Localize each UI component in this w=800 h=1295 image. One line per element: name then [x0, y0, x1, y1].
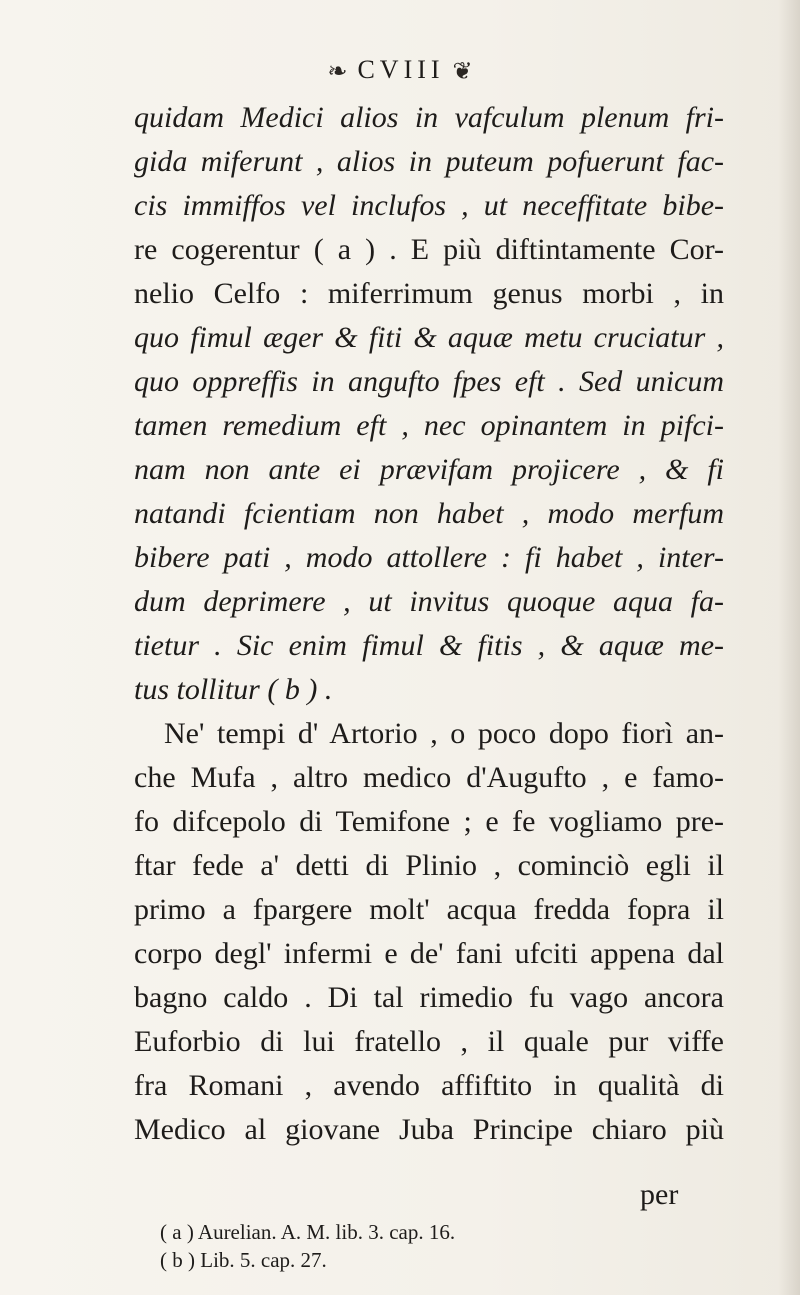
- footnotes: [160, 1218, 700, 1274]
- text-line: natandi fcientiam non habet , modo merfum: [134, 497, 724, 530]
- text-line: ftar fede a' detti di Plinio , cominciò egli il: [134, 849, 724, 882]
- text-line: primo a fpargere molt' acqua fredda fopra il: [134, 893, 724, 926]
- page-number: CVIII: [357, 55, 445, 84]
- text-line: che Mufa , altro medico d'Augufto , e famo-: [134, 761, 724, 794]
- text-line: Ne' tempi d' Artorio , o poco dopo fiorì an-: [164, 717, 724, 750]
- text-line: gida miferunt , alios in puteum pofuerunt fac-: [134, 145, 724, 178]
- text-line: tietur . Sic enim fimul & fitis , & aquæ me-: [134, 629, 724, 662]
- text-line: dum deprimere , ut invitus quoque aqua fa-: [134, 585, 724, 618]
- main-text: [134, 96, 724, 1152]
- text-line: fra Romani , avendo affiftito in qualità di: [134, 1069, 724, 1102]
- footnote: ( b ) Lib. 5. cap. 27.: [160, 1248, 327, 1272]
- text-line: fo difcepolo di Temifone ; e fe vogliamo pre-: [134, 805, 724, 838]
- text-line: tamen remedium eft , nec opinantem in pifci-: [134, 409, 724, 442]
- text-line: quo fimul æger & fiti & aquæ metu cruciatur ,: [134, 321, 724, 354]
- page-header: [240, 50, 560, 90]
- text-line: Medico al giovane Juba Principe chiaro più: [134, 1113, 724, 1146]
- catchword: per: [640, 1178, 679, 1211]
- footnote: ( a ) Aurelian. A. M. lib. 3. cap. 16.: [160, 1220, 456, 1244]
- text-line: Euforbio di lui fratello , il quale pur viffe: [134, 1025, 724, 1058]
- page-edge-shadow: [778, 0, 800, 1295]
- text-line: bibere pati , modo attollere : fi habet , inter-: [134, 541, 724, 574]
- text-line: nam non ante ei prævifam projicere , & fi: [134, 453, 724, 486]
- text-line: bagno caldo . Di tal rimedio fu vago ancora: [134, 981, 724, 1014]
- text-line: re cogerentur ( a ) . E più diftintamente Cor-: [134, 233, 724, 266]
- fleuron-left-icon: ❧: [327, 59, 348, 86]
- text-line: corpo degl' infermi e de' fani ufciti appena dal: [134, 937, 724, 970]
- text-line: nelio Celfo : miferrimum genus morbi , in: [134, 277, 724, 310]
- text-line: tus tollitur ( b ) .: [134, 673, 333, 706]
- text-line: quidam Medici alios in vafculum plenum fri-: [134, 101, 724, 134]
- text-line: cis immiffos vel inclufos , ut neceffitate bibe-: [134, 189, 724, 222]
- text-line: quo oppreffis in angufto fpes eft . Sed unicum: [134, 365, 724, 398]
- fleuron-right-icon: ❦: [452, 59, 473, 86]
